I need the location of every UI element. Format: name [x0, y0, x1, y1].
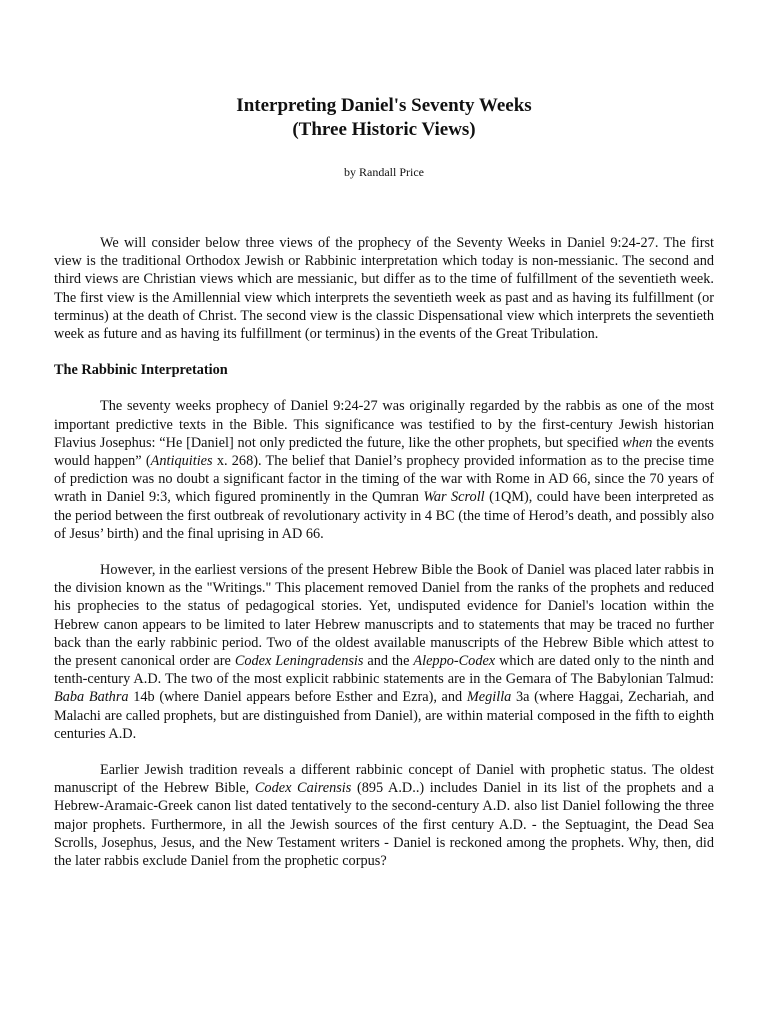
p2-italic-codex-leningradensis: Codex Leningradensis [234, 653, 364, 670]
p1-text-g: (1QM), could have been interpreted as the period between the first outbreak of revolutionary activity in 4 BC (the time of Herod’s death, and possibly also of Jesus’ birth) and the final uprising in AD 66. [54, 489, 714, 542]
p1-italic-antiquities: Antiquities [150, 453, 213, 470]
p1-text-e: x. 268). The belief that Daniel’s prophecy provided information as to the precise time of prediction was no doubt a significant factor in the timing of the war with Rome in AD 66, since the 70 years of wrath in Daniel 9:3, which figured prominently in the Qumran [54, 453, 714, 506]
p3-text-c: (895 A.D..) includes Daniel in its list of the prophets and a Hebrew-Aramaic-Greek canon list dated tentatively to the second-century A.D. also list Daniel following the three major prophets. Furthermore, in all the Jewish sources of the first century A.D. - the Septuagint, the Dead Sea Scrolls, Josephus, Jesus, and the New Testament writers - Daniel is reckoned among the prophets. Why, then, did the later rabbis exclude Daniel from the prophetic corpus? [54, 780, 714, 870]
p1-italic-war-scroll: War Scroll [423, 489, 485, 506]
section-heading-rabbinic: The Rabbinic Interpretation [54, 362, 228, 379]
p2-text-g: 14b (where Daniel appears before Esther and Ezra), and [128, 689, 467, 706]
p2-text-c: and the [363, 653, 414, 670]
byline: by Randall Price [344, 165, 424, 179]
p2-text-a: However, in the earliest versions of the present Hebrew Bible the Book of Daniel was placed later rabbis in the division known as the "Writings." This placement removed Daniel from the ranks of the prophets and reduced his prophecies to the status of pedagogical stories. Yet, undisputed evidence for Daniel's location within the Hebrew canon appears to be limited to later Hebrew manuscripts and to statements that may be traced no further back than the early rabbinic period. Two of the oldest available manuscripts of the Hebrew Bible which attest to the present canonical order are [54, 562, 714, 670]
paragraph-hebrew-bible [54, 561, 714, 743]
p3-text-a: Earlier Jewish tradition reveals a different rabbinic concept of Daniel with prophetic status. The oldest manuscript of the Hebrew Bible, [54, 762, 714, 797]
p1-text-a: The seventy weeks prophecy of Daniel 9:24-27 was originally regarded by the rabbis as one of the most important predictive texts in the Bible. This significance was testified to by the first-century Jewish historian Flavius Josephus: “He [Daniel] not only predicted the future, like the other prophets, but specified [54, 398, 714, 451]
p2-italic-baba-bathra: Baba Bathra [54, 689, 129, 706]
paragraph-jewish-tradition [54, 761, 714, 870]
title-line-2: (Three Historic Views) [292, 119, 476, 140]
document-title [54, 94, 714, 142]
p2-italic-megilla: Megilla [466, 689, 512, 706]
title-line-1: Interpreting Daniel's Seventy Weeks [236, 95, 532, 116]
paragraph-seventy-weeks [54, 397, 714, 543]
intro-paragraph: We will consider below three views of the prophecy of the Seventy Weeks in Daniel 9:24-27. The first view is the traditional Orthodox Jewish or Rabbinic interpretation which today is non-messianic. The second and third views are Christian views which are messianic, but differ as to the time of fulfillment of the seventieth week. The first view is the Amillennial view which interprets the seventieth week as past and as having its fulfillment (or terminus) at the death of Christ. The second view is the classic Dispensational view which interprets the seventieth week as future and as having its fulfillment (or terminus) in the events of the Great Tribulation. [54, 235, 714, 343]
p3-italic-codex-cairensis: Codex Cairensis [254, 780, 352, 797]
p2-text-i: 3a (where Haggai, Zechariah, and Malachi are called prophets, but are distinguished from Daniel), are within material composed in the fifth to eighth centuries A.D. [54, 689, 715, 742]
p2-text-e: which are dated only to the ninth and tenth-century A.D. The two of the most explicit rabbinic statements are in the Gemara of The Babylonian Talmud: [54, 653, 715, 688]
p1-text-c: the events would happen” ( [54, 434, 714, 470]
document-page [54, 94, 714, 870]
p2-italic-aleppo-codex: Aleppo-Codex [413, 653, 496, 670]
p1-italic-when: when [622, 434, 653, 451]
